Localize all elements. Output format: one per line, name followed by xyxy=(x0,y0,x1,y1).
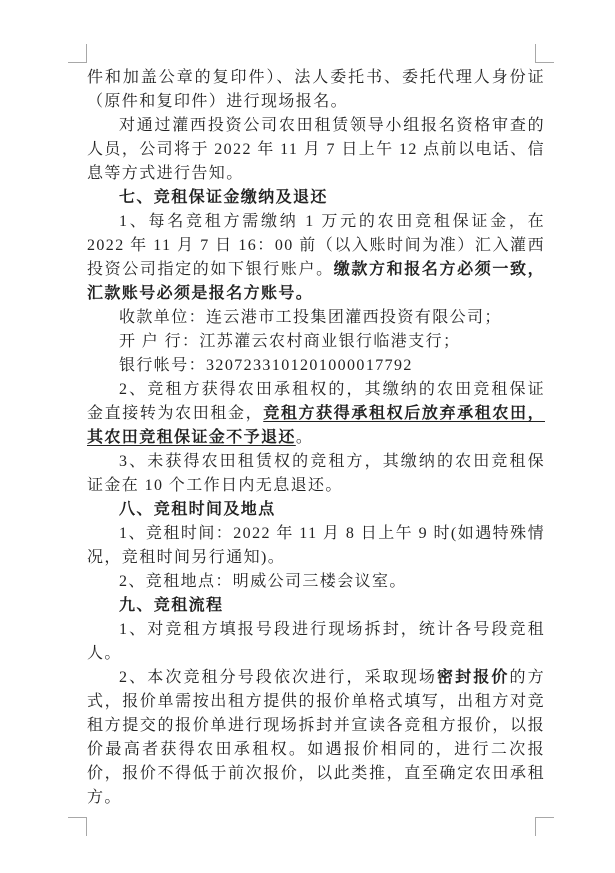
section8-item1-text: 1、竞租时间：2022 年 11 月 8 日上午 9 时(如遇特殊情况，竞租时间另行通知)。 xyxy=(87,525,545,566)
bank-line xyxy=(87,330,545,354)
section9-heading xyxy=(87,594,545,618)
section7-item3 xyxy=(87,450,545,498)
bank-label: 开 户 行： xyxy=(119,333,200,350)
section9-item2-pre: 2、本次竞租分号段依次进行，采取现场 xyxy=(119,669,438,686)
payee-value: 连云港市工投集团灌西投资有限公司； xyxy=(206,309,502,326)
paragraph-continuation xyxy=(87,66,545,114)
account-label: 银行帐号： xyxy=(119,357,207,374)
section7-item2 xyxy=(87,378,545,450)
section9-item1 xyxy=(87,618,545,666)
section7-item2-period: 。 xyxy=(295,429,314,446)
section7-item1 xyxy=(87,210,545,306)
paragraph-continuation-text: 件和加盖公章的复印件）、法人委托书、委托代理人身份证（原件和复印件）进行现场报名。 xyxy=(87,69,545,110)
section8-heading-text: 八、竞租时间及地点 xyxy=(119,501,276,518)
section9-item2-post: 的方式，报价单需按出租方提供的报价单格式填写，出租方对竞租方提交的报价单进行现场拆封并宣读各竞租方报价，以报价最高者获得农田承租权。如遇报价相同的，进行二次报价，报价不得低于前次报价，以此类推，直至确定农田承租方。 xyxy=(87,669,545,806)
account-line xyxy=(87,354,545,378)
section7-heading-text: 七、竞租保证金缴纳及退还 xyxy=(119,189,328,206)
section7-item2-normal: 2、竞租方获得农田承租权的，其缴纳的农田竞租保证金直接转为农田租金， xyxy=(87,381,545,422)
section9-item2 xyxy=(87,666,545,810)
payee-line xyxy=(87,306,545,330)
margin-crop-mark-bottom-left xyxy=(68,817,87,836)
section7-item1-normal: 1、每名竞租方需缴纳 1 万元的农田竞租保证金，在 2022 年 11 月 7 日 16：00 前（以入账时间为准）汇入灌西投资公司指定的如下银行账户。 xyxy=(87,213,545,278)
section7-item2-bold-underline: 竞租方获得承租权后放弃承租农田，其农田竞租保证金不予退还 xyxy=(87,405,545,446)
section8-item1 xyxy=(87,522,545,570)
payee-label: 收款单位： xyxy=(119,309,207,326)
section7-heading xyxy=(87,186,545,210)
document-body[interactable] xyxy=(87,66,545,810)
paragraph-notification xyxy=(87,114,545,186)
section7-item1-bold: 缴款方和报名方必须一致，汇款账号必须是报名方账号。 xyxy=(87,261,545,302)
account-number: 3207233101201000017792 xyxy=(206,357,413,374)
section9-heading-text: 九、竞租流程 xyxy=(119,597,224,614)
section8-item2 xyxy=(87,570,545,594)
section9-item2-bold: 密封报价 xyxy=(437,669,510,686)
section8-heading xyxy=(87,498,545,522)
margin-crop-mark-top-left xyxy=(68,44,87,63)
margin-crop-mark-top-right xyxy=(535,44,554,63)
section9-item1-text: 1、对竞租方填报号段进行现场拆封，统计各号段竞租人。 xyxy=(87,621,545,662)
paragraph-notification-text: 对通过灌西投资公司农田租赁领导小组报名资格审查的人员，公司将于 2022 年 11 月 7 日上午 12 点前以电话、信息等方式进行告知。 xyxy=(87,117,545,182)
section8-item2-text: 2、竞租地点：明威公司三楼会议室。 xyxy=(119,573,407,590)
margin-crop-mark-bottom-right xyxy=(535,817,554,836)
bank-value: 江苏灌云农村商业银行临港支行； xyxy=(199,333,461,350)
section7-item3-text: 3、未获得农田租赁权的竞租方，其缴纳的农田竞租保证金在 10 个工作日内无息退还。 xyxy=(87,453,545,494)
